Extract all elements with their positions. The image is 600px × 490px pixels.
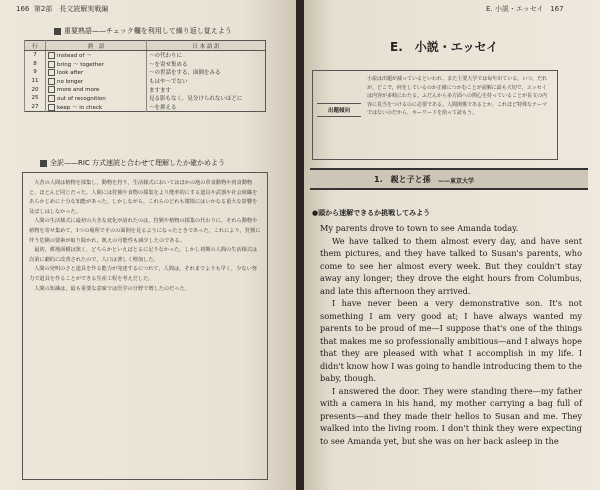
square-bullet-icon	[40, 160, 47, 167]
vocab-line-number: 20	[25, 85, 46, 94]
col-header-phrase: 熟 語	[46, 41, 147, 51]
translation-paragraph: 人間の発明のさと道具を作る能力が発達するにつれて，人間は，それまでよりも早く，少ない努力で道具を作ることができる生産工程を考えだした。	[29, 266, 257, 282]
vocab-phrase: look after	[57, 69, 84, 76]
trend-text: 小説は出題が減っているといわれ，また主要大学では毎年出ている。いつ，だれが，どこで，何をしているのか正確につかむことが読解に最も大切で，エッセイは内容が多岐にわたる。ふだんから多方面への関心を持っていることが長文の内容に見当をつけるのに必要である。人間関係であるとか，これほど特殊なテーマではないのだから，キーワードを拾って読もう。	[367, 76, 548, 117]
trend-box	[312, 70, 558, 160]
vocab-meaning: ～を寄せ集める	[147, 60, 266, 69]
vocab-phrase-cell	[46, 77, 147, 86]
chapter-source: ——東京大学	[438, 178, 475, 185]
right-page-header	[486, 4, 564, 14]
vocab-meaning: ～を抑える	[147, 103, 266, 112]
page-number: 166	[16, 5, 30, 13]
english-passage	[320, 222, 582, 447]
chapter-title-bar	[310, 168, 588, 190]
passage-paragraph: I have never been a very demonstrative son. It's not something I am very good at; I have always wanted my parents to be proud of me—I suppose that's one of the things that makes me so professionally ambitious—and I always hope that they are pleased with what I accomplish in my life. I didn't know how I was going to handle introducing them to the baby, though.	[320, 298, 582, 383]
passage-paragraph: My parents drove to town to see Amanda today.	[320, 223, 519, 233]
right-page	[304, 0, 600, 490]
vocab-phrase-cell	[46, 85, 147, 94]
vocab-table	[24, 40, 266, 112]
vocab-row	[25, 103, 266, 112]
passage-paragraph: We have talked to them almost every day, and have sent them pictures, and they have talked to Susan's parents, who come to see her almost every week. But they couldn't stay away any longer; they drove the eight hours from Columbus, and late this afternoon they arrived.	[320, 235, 582, 296]
book-gutter	[296, 0, 304, 490]
translation-box	[22, 172, 268, 480]
vocab-row	[25, 77, 266, 86]
vocab-line-number: 27	[25, 103, 46, 112]
col-header-meaning: 日 本 語 訳	[147, 41, 266, 51]
vocab-meaning: ～の代わりに	[147, 51, 266, 60]
vocab-phrase-cell	[46, 94, 147, 103]
vocab-row	[25, 51, 266, 60]
vocab-row	[25, 60, 266, 69]
vocab-phrase: keep ～ in check	[57, 104, 103, 111]
vocab-phrase-cell	[46, 103, 147, 112]
page-number: 167	[550, 5, 564, 13]
translation-paragraph: 最初，耕地面積は狭く，どちらかといえばとるに足りなかった。しかし初期の人間の生活様式は次第に劇的に改善されたので，人口は著しく増加した。	[29, 247, 258, 263]
checkbox-icon[interactable]	[48, 69, 55, 76]
checkbox-icon[interactable]	[48, 61, 55, 68]
vocab-line-number: 8	[25, 60, 46, 69]
checkbox-icon[interactable]	[48, 86, 55, 93]
section-title: E. 小説・エッセイ	[390, 40, 499, 54]
vocab-section-title: 重要熟語——チェック欄を利用して繰り返し覚えよう	[54, 26, 232, 36]
vocab-line-number: 7	[25, 51, 46, 60]
vocab-row	[25, 85, 266, 94]
vocab-row	[25, 68, 266, 77]
checkbox-icon[interactable]	[48, 78, 55, 85]
vocab-line-number: 9	[25, 68, 46, 77]
vocab-phrase: instead of ～	[57, 53, 92, 60]
checkbox-icon[interactable]	[48, 52, 55, 59]
vocab-line-number: 11	[25, 77, 46, 86]
lead-instruction: ●頭から速解できるか挑戦してみよう	[312, 209, 431, 217]
translation-section-title: 全訳——RIC 方式速読と合わせて理解したか確かめよう	[40, 158, 225, 168]
vocab-meaning: ～の世話をする，面倒をみる	[147, 68, 266, 77]
vocab-meaning: 見る影もなく，見分けられないほどに	[147, 94, 266, 103]
vocab-meaning: ますます	[147, 85, 266, 94]
vocab-phrase-cell	[46, 60, 147, 69]
vocab-phrase: no longer	[57, 78, 84, 85]
vocab-phrase: out of recognition	[57, 95, 106, 102]
translation-paragraph: 人間の知識は，最も重要な意味では医学の分野で増したのだった。	[34, 285, 190, 292]
header-section: 第2部 長文読解実戦編	[33, 5, 109, 13]
vocab-phrase: more and more	[57, 87, 100, 94]
vocab-meaning: もはや～でない	[147, 77, 266, 86]
passage-paragraph: I answered the door. They were standing there—my father with a camera in his hand, my mother carrying a bag full of presents—and they made their hellos to Susan and me. They walked into the living room. I don't think they were expecting to see Amanda yet, but she was on her back asleep in the	[320, 385, 582, 446]
header-section: E. 小説・エッセイ	[486, 5, 544, 13]
checkbox-icon[interactable]	[48, 104, 55, 111]
checkbox-icon[interactable]	[48, 95, 55, 102]
left-page-header	[16, 4, 108, 14]
translation-paragraph: 大昔の人間は植物を採集し，動物を狩り，生活様式においてはほかの地の草食動物や肉食動物と，ほとんど同じだった。人間には狩猟や食物の採集をより能率的にする道具や武器や社会組織をあらかじめに十分な知能があった。しかしながら，これらのどれも環境にはいかなる重大な影響を及ぼしはしなかった。	[29, 180, 258, 215]
vocab-phrase-cell	[46, 68, 147, 77]
chapter-title: 1. 親と子と孫	[374, 175, 431, 184]
col-header-line: 行	[25, 41, 46, 51]
vocab-row	[25, 94, 266, 103]
vocab-phrase-cell	[46, 51, 147, 60]
trend-label: 出題傾向	[317, 103, 361, 117]
left-page	[0, 0, 296, 490]
vocab-phrase: bring ～ together	[57, 61, 104, 68]
vocab-line-number: 25	[25, 94, 46, 103]
translation-paragraph: 人間の生活様式に最初の大きな変化が訪れたのは，狩猟や植物の採集の代わりに，それら動物や植物を寄せ集めて，1つの場所でそのの面倒を見るようになったときであった。これにより，狩猟に伴う危険の要素が取り除かれ，飢えの可能性も減少したのである。	[29, 218, 261, 244]
square-bullet-icon	[54, 28, 61, 35]
